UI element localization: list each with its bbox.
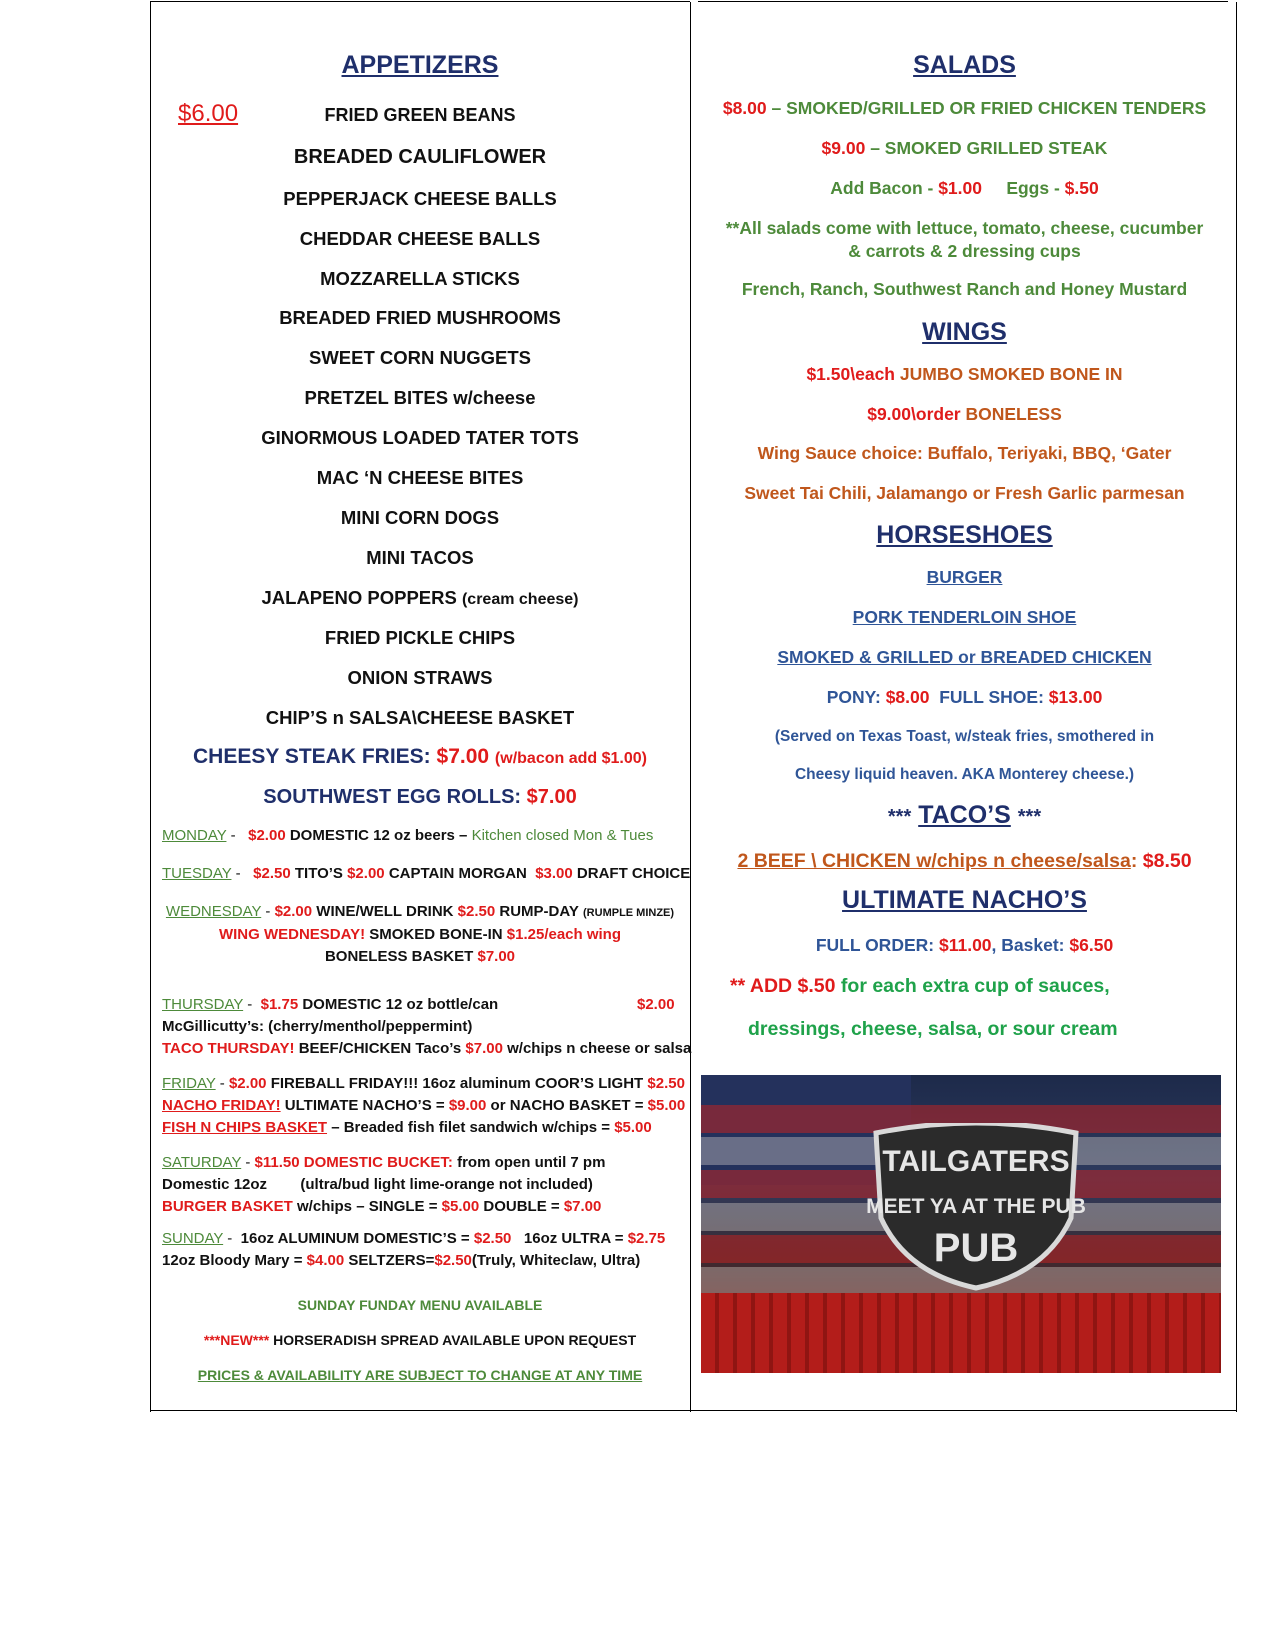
horseshoe-item: PORK TENDERLOIN SHOE bbox=[852, 607, 1077, 627]
horseshoe-item: BURGER bbox=[926, 567, 1003, 587]
price: $5.00 bbox=[441, 1198, 480, 1215]
appetizer-item-jalapeno bbox=[150, 587, 690, 609]
appetizer-item: FRIED GREEN BEANS bbox=[324, 105, 516, 125]
day-label: THURSDAY bbox=[162, 996, 244, 1013]
text: Kitchen closed Mon & Tues bbox=[471, 827, 654, 844]
text: – SMOKED GRILLED STEAK bbox=[870, 138, 1108, 158]
appetizer-item: BREADED FRIED MUSHROOMS bbox=[279, 307, 561, 328]
text: **All salads come with lettuce, tomato, cheese, cucumber bbox=[725, 218, 1204, 238]
text: FIREBALL FRIDAY!!! 16oz aluminum COOR’S LIGHT bbox=[270, 1075, 644, 1092]
text: DOMESTIC 12 oz bottle/can bbox=[302, 996, 499, 1013]
price: $2.50 bbox=[434, 1252, 472, 1269]
pub-logo-badge bbox=[866, 1123, 1086, 1293]
appetizer-item: PEPPERJACK CHEESE BALLS bbox=[283, 188, 557, 209]
salads-heading: SALADS bbox=[913, 51, 1016, 79]
price: $2.50 bbox=[473, 1230, 512, 1247]
sunday-special: SUNDAY - 16oz ALUMINUM DOMESTIC’S = $2.50 16oz ULTRA = $2.75 12oz Bloody Mary = $4.00 SELTZERS=$2.50(Truly, Whiteclaw, Ultra) bbox=[162, 1230, 666, 1269]
text: BURGER BASKET bbox=[162, 1198, 293, 1215]
price: $4.00 bbox=[306, 1252, 345, 1269]
tuesday-special: TUESDAY - $2.50 TITO’S $2.00 CAPTAIN MORGAN $3.00 DRAFT CHOICE bbox=[162, 865, 691, 882]
price: $2.75 bbox=[627, 1230, 666, 1247]
new-text: HORSERADISH SPREAD AVAILABLE UPON REQUEST bbox=[273, 1332, 637, 1348]
salad-addons bbox=[692, 178, 1237, 199]
text: 16oz ALUMINUM DOMESTIC’S = bbox=[240, 1230, 470, 1247]
horseshoe-item: SMOKED & GRILLED or BREADED CHICKEN bbox=[777, 647, 1152, 667]
price: $8.00 bbox=[885, 687, 930, 707]
text: CAPTAIN MORGAN bbox=[388, 865, 527, 882]
appetizer-item: PRETZEL BITES w/cheese bbox=[304, 387, 536, 408]
text: from open until 7 pm bbox=[457, 1154, 606, 1171]
price: $2.50 bbox=[253, 865, 291, 882]
day-label: TUESDAY bbox=[162, 865, 232, 882]
appetizer-item: SWEET CORN NUGGETS bbox=[308, 347, 531, 368]
logo-line-2: MEET YA AT THE PUB bbox=[866, 1195, 1086, 1218]
day-label: SATURDAY bbox=[162, 1154, 242, 1171]
text: for each extra cup of sauces, bbox=[840, 975, 1110, 997]
appetizer-item: MINI CORN DOGS bbox=[340, 507, 500, 528]
tailgaters-pub-photo bbox=[701, 1075, 1221, 1373]
price: $7.00 bbox=[563, 1198, 602, 1215]
frame-middle-border bbox=[690, 2, 691, 1412]
southwest-egg-rolls bbox=[150, 786, 690, 809]
price: $2.00 bbox=[274, 903, 313, 920]
price: $11.50 DOMESTIC BUCKET: bbox=[254, 1154, 453, 1171]
text: 16oz ULTRA = bbox=[523, 1230, 624, 1247]
text: & carrots & 2 dressing cups bbox=[848, 241, 1081, 261]
appetizer-item: MOZZARELLA STICKS bbox=[320, 268, 520, 289]
price: $13.00 bbox=[1048, 687, 1103, 707]
appetizer-item: CHIP’S n SALSA\CHEESE BASKET bbox=[265, 707, 575, 728]
appetizer-item: BREADED CAULIFLOWER bbox=[293, 146, 547, 168]
text: (RUMPLE MINZE) bbox=[583, 907, 675, 919]
price: $2.00 bbox=[347, 865, 385, 882]
text: DOMESTIC 12 oz beers – bbox=[289, 827, 468, 844]
text: FULL ORDER: bbox=[815, 935, 935, 955]
text: *** bbox=[887, 806, 912, 828]
horseshoes-heading: HORSESHOES bbox=[876, 521, 1053, 549]
wings-bone-in bbox=[692, 364, 1237, 385]
jalapeno-note: (cream cheese) bbox=[461, 591, 579, 608]
text: (Truly, Whiteclaw, Ultra) bbox=[471, 1252, 641, 1269]
appetizer-item: FRIED PICKLE CHIPS bbox=[324, 627, 516, 648]
text: TACO’S bbox=[918, 801, 1011, 829]
monday-special: MONDAY - $2.00 DOMESTIC 12 oz beers – Kitchen closed Mon & Tues bbox=[162, 827, 654, 844]
appetizer-item: GINORMOUS LOADED TATER TOTS bbox=[261, 427, 579, 448]
extra-cup-note-1 bbox=[730, 975, 1110, 998]
text: : bbox=[1130, 850, 1138, 872]
egg-label: SOUTHWEST EGG ROLLS: bbox=[263, 786, 522, 808]
text: RUMP-DAY bbox=[499, 903, 579, 920]
text: or NACHO BASKET = bbox=[490, 1097, 644, 1114]
price: $3.00 bbox=[535, 865, 573, 882]
salad-note bbox=[692, 217, 1237, 263]
text: TITO’S bbox=[294, 865, 343, 882]
cheesy-label: CHEESY STEAK FRIES: bbox=[193, 745, 431, 768]
appetizers-price: $6.00 bbox=[178, 100, 239, 127]
text: FISH N CHIPS BASKET bbox=[162, 1119, 328, 1136]
day-label: WEDNESDAY bbox=[165, 903, 262, 920]
text: 12oz Bloody Mary = bbox=[162, 1252, 303, 1269]
salad-chicken bbox=[692, 98, 1237, 119]
price-disclaimer: PRICES & AVAILABILITY ARE SUBJECT TO CHANGE AT ANY TIME bbox=[197, 1367, 643, 1383]
text: PONY: bbox=[826, 687, 881, 707]
wing-sauce-1: Wing Sauce choice: Buffalo, Teriyaki, BBQ, ‘Gater bbox=[757, 443, 1172, 463]
day-label: SUNDAY bbox=[162, 1230, 224, 1247]
appetizers-heading: APPETIZERS bbox=[341, 51, 499, 79]
frame-bottom-border bbox=[150, 1410, 1237, 1411]
text: ULTIMATE NACHO’S = bbox=[284, 1097, 445, 1114]
jalapeno-label: JALAPENO POPPERS bbox=[261, 587, 457, 608]
price: $5.00 bbox=[647, 1097, 686, 1114]
text: w/chips n cheese or salsa bbox=[507, 1040, 692, 1057]
wing-sauce-2: Sweet Tai Chili, Jalamango or Fresh Garlic parmesan bbox=[744, 483, 1185, 503]
horseshoe-note-2: Cheesy liquid heaven. AKA Monterey cheese.) bbox=[794, 766, 1135, 783]
nachos-heading: ULTIMATE NACHO’S bbox=[842, 886, 1087, 914]
nachos-prices bbox=[692, 935, 1237, 956]
price: $5.00 bbox=[614, 1119, 652, 1136]
appetizer-item: CHEDDAR CHEESE BALLS bbox=[299, 228, 541, 249]
text: WING WEDNESDAY! bbox=[218, 926, 366, 943]
extra-cup-note-2: dressings, cheese, salsa, or sour cream bbox=[748, 1018, 1118, 1040]
price: $7.00 bbox=[477, 948, 516, 965]
price: $8.00 bbox=[722, 98, 767, 118]
salad-steak bbox=[692, 138, 1237, 159]
price: $1.75 bbox=[260, 996, 299, 1013]
day-label: FRIDAY bbox=[162, 1075, 216, 1092]
text: BONELESS bbox=[965, 404, 1062, 424]
appetizer-item: MAC ‘N CHEESE BITES bbox=[316, 467, 524, 488]
text: SELTZERS= bbox=[348, 1252, 435, 1269]
day-label: MONDAY bbox=[162, 827, 227, 844]
tacos-heading bbox=[692, 801, 1237, 830]
tacos-line bbox=[692, 850, 1237, 873]
saturday-special: SATURDAY - $11.50 DOMESTIC BUCKET: from open until 7 pm Domestic 12oz (ultra/bud light lime-orange not included) BURGER BASKET w/chips – SINGLE = $5.00 DOUBLE = $7.00 bbox=[162, 1154, 606, 1215]
text: TACO THURSDAY! bbox=[162, 1040, 295, 1057]
text: Add Bacon - bbox=[830, 178, 934, 198]
price: $6.50 bbox=[1069, 935, 1114, 955]
text: JUMBO SMOKED BONE IN bbox=[899, 364, 1123, 384]
left-column bbox=[150, 0, 690, 1410]
appetizer-item: ONION STRAWS bbox=[347, 667, 493, 688]
text: SMOKED BONE-IN bbox=[369, 926, 503, 943]
logo-line-3: PUB bbox=[933, 1226, 1019, 1270]
text: WINE/WELL DRINK bbox=[316, 903, 454, 920]
wednesday-special: WEDNESDAY - $2.00 WINE/WELL DRINK $2.50 RUMP-DAY (RUMPLE MINZE) WING WEDNESDAY! SMOKED BONE-IN $1.25/each wing BONELESS BASKET $7.00 bbox=[165, 903, 675, 965]
cheesy-price: $7.00 bbox=[436, 745, 490, 768]
cheesy-note: (w/bacon add $1.00) bbox=[494, 750, 647, 767]
text: w/chips – SINGLE = bbox=[297, 1198, 438, 1215]
price: $9.00 bbox=[448, 1097, 487, 1114]
wings-boneless bbox=[692, 404, 1237, 425]
price: $1.00 bbox=[938, 178, 982, 198]
text: – Breaded fish filet sandwich w/chips = bbox=[331, 1119, 611, 1136]
price: $1.25/each wing bbox=[506, 926, 622, 943]
text: Eggs - bbox=[1006, 178, 1060, 198]
salad-dressings: French, Ranch, Southwest Ranch and Honey Mustard bbox=[741, 279, 1188, 299]
text: DRAFT CHOICE bbox=[576, 865, 691, 882]
text: 2 BEEF \ CHICKEN w/chips n cheese/salsa bbox=[737, 850, 1131, 872]
horseshoe-prices bbox=[692, 687, 1237, 708]
price: $2.00 bbox=[637, 996, 675, 1013]
price: $11.00 bbox=[938, 935, 992, 955]
cheesy-steak-fries bbox=[150, 745, 690, 769]
text: Domestic 12oz (ultra/bud light lime-orange not included) bbox=[162, 1176, 593, 1193]
text: – SMOKED/GRILLED OR FRIED CHICKEN TENDERS bbox=[771, 98, 1207, 118]
text: McGillicutty’s: (cherry/menthol/peppermint) bbox=[162, 1018, 473, 1035]
text: *** bbox=[1017, 806, 1042, 828]
sunday-funday: SUNDAY FUNDAY MENU AVAILABLE bbox=[297, 1297, 543, 1313]
text: BEEF/CHICKEN Taco’s bbox=[298, 1040, 462, 1057]
text: ** ADD $.50 bbox=[730, 975, 836, 997]
logo-line-1: TAILGATERS bbox=[882, 1145, 1070, 1178]
price: $.50 bbox=[1064, 178, 1099, 198]
horseshoe-note-1: (Served on Texas Toast, w/steak fries, smothered in bbox=[774, 728, 1155, 745]
price: $9.00 bbox=[821, 138, 866, 158]
price: $2.00 bbox=[248, 827, 286, 844]
text: , bbox=[991, 935, 997, 955]
new-tag: ***NEW*** bbox=[203, 1332, 270, 1348]
wings-heading: WINGS bbox=[922, 318, 1007, 346]
text: Basket: bbox=[1001, 935, 1065, 955]
egg-price: $7.00 bbox=[526, 786, 577, 808]
new-item-notice bbox=[150, 1332, 690, 1348]
appetizer-item: MINI TACOS bbox=[366, 547, 474, 568]
text: BONELESS BASKET bbox=[324, 948, 474, 965]
barn-siding bbox=[701, 1293, 1221, 1373]
price: $2.50 bbox=[647, 1075, 685, 1092]
friday-special: FRIDAY - $2.00 FIREBALL FRIDAY!!! 16oz aluminum COOR’S LIGHT $2.50 NACHO FRIDAY! ULTIMATE NACHO’S = $9.00 or NACHO BASKET = $5.00 FISH N CHIPS BASKET – Breaded fish filet sandwich w/chips = $5.00 bbox=[162, 1075, 686, 1136]
price: $1.50\each bbox=[806, 364, 895, 384]
price: $2.50 bbox=[457, 903, 496, 920]
price: $2.00 bbox=[228, 1075, 267, 1092]
thursday-special: THURSDAY - $1.75 DOMESTIC 12 oz bottle/can $2.00 McGillicutty’s: (cherry/menthol/peppermint) TACO THURSDAY! BEEF/CHICKEN Taco’s $7.00 w/chips n cheese or salsa bbox=[162, 996, 692, 1057]
price: $8.50 bbox=[1142, 850, 1192, 872]
text: FULL SHOE: bbox=[939, 687, 1044, 707]
text: NACHO FRIDAY! bbox=[162, 1097, 281, 1114]
text: DOUBLE = bbox=[483, 1198, 560, 1215]
price: $7.00 bbox=[465, 1040, 503, 1057]
price: $9.00\order bbox=[867, 404, 961, 424]
